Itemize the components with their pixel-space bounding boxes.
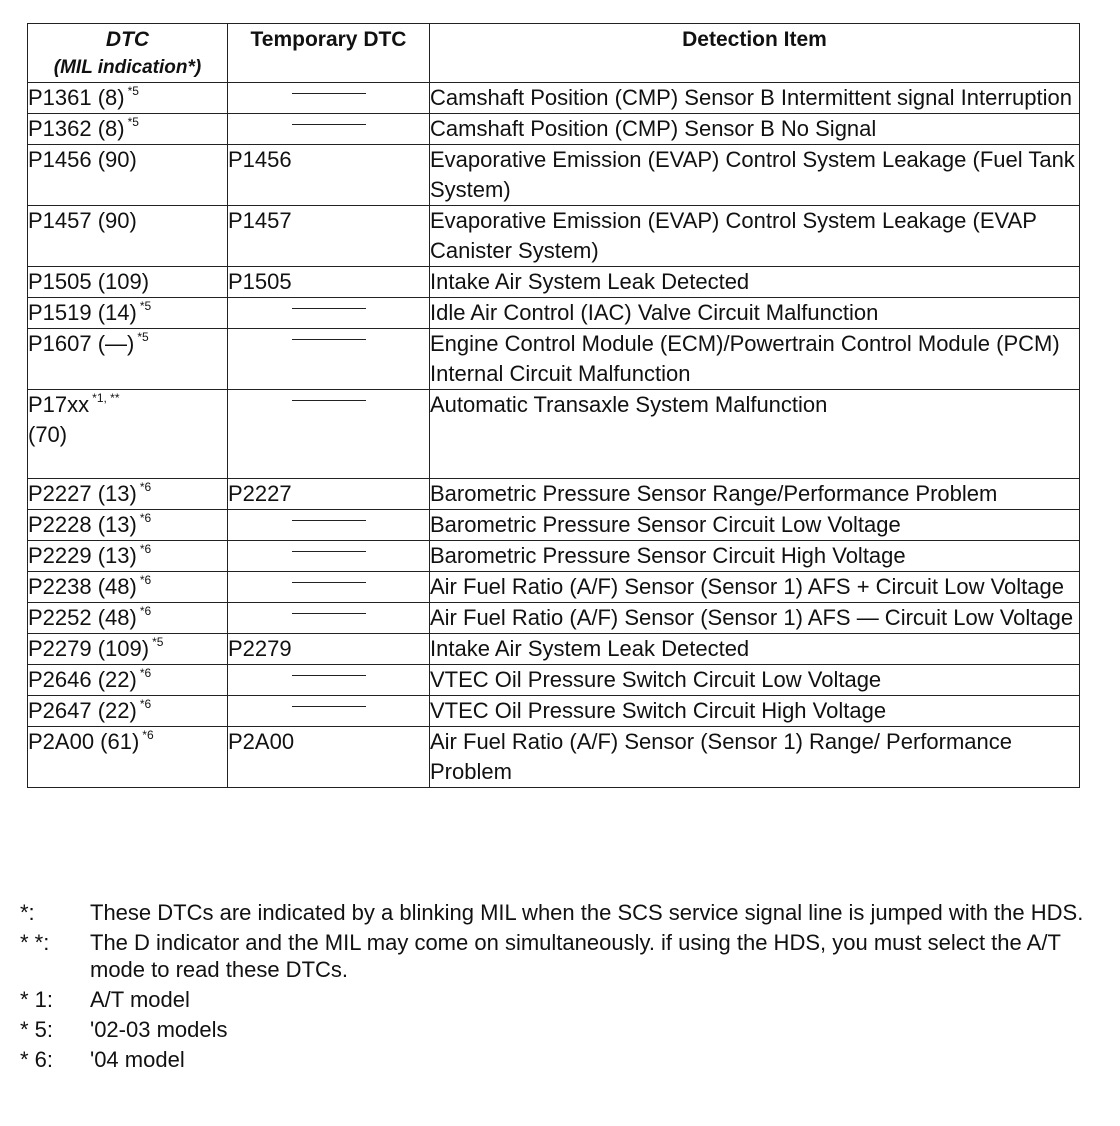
dtc-code: P1362 (8) <box>28 116 125 141</box>
detection-item: Camshaft Position (CMP) Sensor B No Signal <box>430 114 1080 145</box>
temporary-dtc-none <box>228 510 430 541</box>
detection-item: Air Fuel Ratio (A/F) Sensor (Sensor 1) AFS — Circuit Low Voltage <box>430 603 1080 634</box>
temporary-dtc: P2227 <box>228 479 430 510</box>
dash-line <box>292 613 366 614</box>
dtc-code: P2647 (22) <box>28 698 137 723</box>
footnote-ref: *6 <box>142 728 154 742</box>
dtc-code-cell <box>28 479 228 510</box>
dtc-code: P1456 (90) <box>28 147 137 172</box>
footnote-mark: * 5: <box>20 1017 54 1042</box>
temporary-dtc: P1456 <box>228 145 430 206</box>
detection-item: VTEC Oil Pressure Switch Circuit Low Voltage <box>430 665 1080 696</box>
temporary-dtc-none <box>228 572 430 603</box>
table-row <box>28 206 1080 267</box>
footnote-mark: * *: <box>20 930 50 955</box>
temporary-dtc: P2A00 <box>228 727 430 788</box>
dtc-code-cell <box>28 390 228 479</box>
detection-item: Evaporative Emission (EVAP) Control System Leakage (EVAP Canister System) <box>430 206 1080 267</box>
dtc-code-cell <box>28 298 228 329</box>
table-row <box>28 603 1080 634</box>
dtc-code-cell <box>28 572 228 603</box>
temporary-dtc: P1457 <box>228 206 430 267</box>
dtc-code: P2238 (48) <box>28 574 137 599</box>
header-temporary-dtc: Temporary DTC <box>228 24 430 83</box>
footnote-ref: *5 <box>137 330 149 344</box>
table-header-row <box>28 24 1080 83</box>
dash-line <box>292 124 366 125</box>
table-row <box>28 114 1080 145</box>
footnote-ref: *6 <box>139 604 152 618</box>
dtc-table <box>27 23 1080 788</box>
footnote-mark: * 6: <box>20 1047 54 1072</box>
footnote-text: A/T model <box>90 987 190 1012</box>
dtc-code: P2227 (13) <box>28 481 137 506</box>
footnote <box>20 1016 1100 1043</box>
detection-item: Air Fuel Ratio (A/F) Sensor (Sensor 1) AFS + Circuit Low Voltage <box>430 572 1080 603</box>
detection-item: Idle Air Control (IAC) Valve Circuit Malfunction <box>430 298 1080 329</box>
footnote-text: These DTCs are indicated by a blinking MIL when the SCS service signal line is jumped with the HDS. <box>90 900 1084 925</box>
footnote-text: '02-03 models <box>90 1017 228 1042</box>
dtc-code: P1457 (90) <box>28 208 137 233</box>
temporary-dtc-none <box>228 665 430 696</box>
footnote-ref: *5 <box>127 84 139 98</box>
detection-item: Barometric Pressure Sensor Circuit Low Voltage <box>430 510 1080 541</box>
detection-item: Automatic Transaxle System Malfunction <box>430 390 1080 479</box>
table-body <box>28 83 1080 788</box>
dtc-code: P2252 (48) <box>28 605 137 630</box>
temporary-dtc-none <box>228 329 430 390</box>
dtc-code: P1607 (—) <box>28 331 135 356</box>
detection-item: Intake Air System Leak Detected <box>430 634 1080 665</box>
dtc-code: P2279 (109) <box>28 636 150 661</box>
dtc-code: P1519 (14) <box>28 300 137 325</box>
table-row <box>28 329 1080 390</box>
footnote-ref: *6 <box>139 511 152 525</box>
temporary-dtc: P1505 <box>228 267 430 298</box>
footnote-text: The D indicator and the MIL may come on simultaneously. if using the HDS, you must select the A/T mode to read these DTCs. <box>90 930 1061 982</box>
table-row <box>28 510 1080 541</box>
dash-line <box>292 93 366 94</box>
footnote-ref: *5 <box>127 115 139 129</box>
dtc-code-cell <box>28 114 228 145</box>
dtc-code: P1505 (109) <box>28 269 150 294</box>
table-row <box>28 145 1080 206</box>
footnote <box>20 986 1100 1013</box>
table-row <box>28 541 1080 572</box>
dtc-code: P17xx <box>28 392 90 417</box>
footnote-mark: * 1: <box>20 987 54 1012</box>
dash-line <box>292 551 366 552</box>
detection-item: Barometric Pressure Sensor Circuit High Voltage <box>430 541 1080 572</box>
table-row <box>28 267 1080 298</box>
dtc-code-cell <box>28 510 228 541</box>
footnote-text: '04 model <box>90 1047 185 1072</box>
detection-item: Air Fuel Ratio (A/F) Sensor (Sensor 1) Range/ Performance Problem <box>430 727 1080 788</box>
dtc-code-cell <box>28 727 228 788</box>
temporary-dtc-none <box>228 390 430 479</box>
dtc-code-cell <box>28 541 228 572</box>
footnote-ref: *6 <box>139 573 152 587</box>
dtc-mil-indication: (70) <box>28 422 68 447</box>
footnote-ref: *6 <box>139 542 152 556</box>
dtc-code-cell <box>28 603 228 634</box>
dash-line <box>292 582 366 583</box>
table-row <box>28 696 1080 727</box>
table-row <box>28 479 1080 510</box>
dtc-code: P2229 (13) <box>28 543 137 568</box>
dtc-code-cell <box>28 634 228 665</box>
temporary-dtc-none <box>228 114 430 145</box>
dash-line <box>292 400 366 401</box>
header-dtc <box>28 24 228 83</box>
dtc-code-cell <box>28 267 228 298</box>
table-row <box>28 634 1080 665</box>
dtc-code: P2228 (13) <box>28 512 137 537</box>
footnote-ref: *5 <box>139 299 152 313</box>
footnote-ref: *6 <box>139 697 152 711</box>
temporary-dtc-none <box>228 541 430 572</box>
table-row <box>28 572 1080 603</box>
footnote <box>20 1046 1100 1073</box>
dtc-code-cell <box>28 83 228 114</box>
dtc-code-cell <box>28 145 228 206</box>
temporary-dtc-none <box>228 298 430 329</box>
dtc-code: P2A00 (61) <box>28 729 140 754</box>
detection-item: Intake Air System Leak Detected <box>430 267 1080 298</box>
dash-line <box>292 675 366 676</box>
dash-line <box>292 308 366 309</box>
temporary-dtc-none <box>228 603 430 634</box>
dtc-code-cell <box>28 329 228 390</box>
dtc-code-cell <box>28 665 228 696</box>
table-row <box>28 665 1080 696</box>
table-row <box>28 83 1080 114</box>
dtc-code: P2646 (22) <box>28 667 137 692</box>
detection-item: Engine Control Module (ECM)/Powertrain Control Module (PCM) Internal Circuit Malfunction <box>430 329 1080 390</box>
table-row <box>28 298 1080 329</box>
dash-line <box>292 706 366 707</box>
detection-item: VTEC Oil Pressure Switch Circuit High Voltage <box>430 696 1080 727</box>
dash-line <box>292 520 366 521</box>
footnote <box>20 929 1100 983</box>
dtc-code: P1361 (8) <box>28 85 125 110</box>
dash-line <box>292 339 366 340</box>
dtc-code-cell <box>28 696 228 727</box>
temporary-dtc-none <box>228 83 430 114</box>
footnotes <box>20 899 1100 1076</box>
footnote <box>20 899 1100 926</box>
header-detection-item: Detection Item <box>430 24 1080 83</box>
dtc-code-cell <box>28 206 228 267</box>
header-dtc-sub: (MIL indication*) <box>53 57 202 78</box>
header-dtc-label: DTC <box>105 28 150 51</box>
detection-item: Camshaft Position (CMP) Sensor B Intermittent signal Interruption <box>430 83 1080 114</box>
table-row <box>28 390 1080 479</box>
temporary-dtc-none <box>228 696 430 727</box>
footnote-ref: *5 <box>152 635 164 649</box>
temporary-dtc: P2279 <box>228 634 430 665</box>
detection-item: Barometric Pressure Sensor Range/Performance Problem <box>430 479 1080 510</box>
detection-item: Evaporative Emission (EVAP) Control System Leakage (Fuel Tank System) <box>430 145 1080 206</box>
footnote-mark: *: <box>20 900 35 925</box>
footnote-ref: *6 <box>139 666 152 680</box>
table-row <box>28 727 1080 788</box>
footnote-ref: *6 <box>139 480 152 494</box>
footnote-ref: *1, ** <box>92 391 120 405</box>
